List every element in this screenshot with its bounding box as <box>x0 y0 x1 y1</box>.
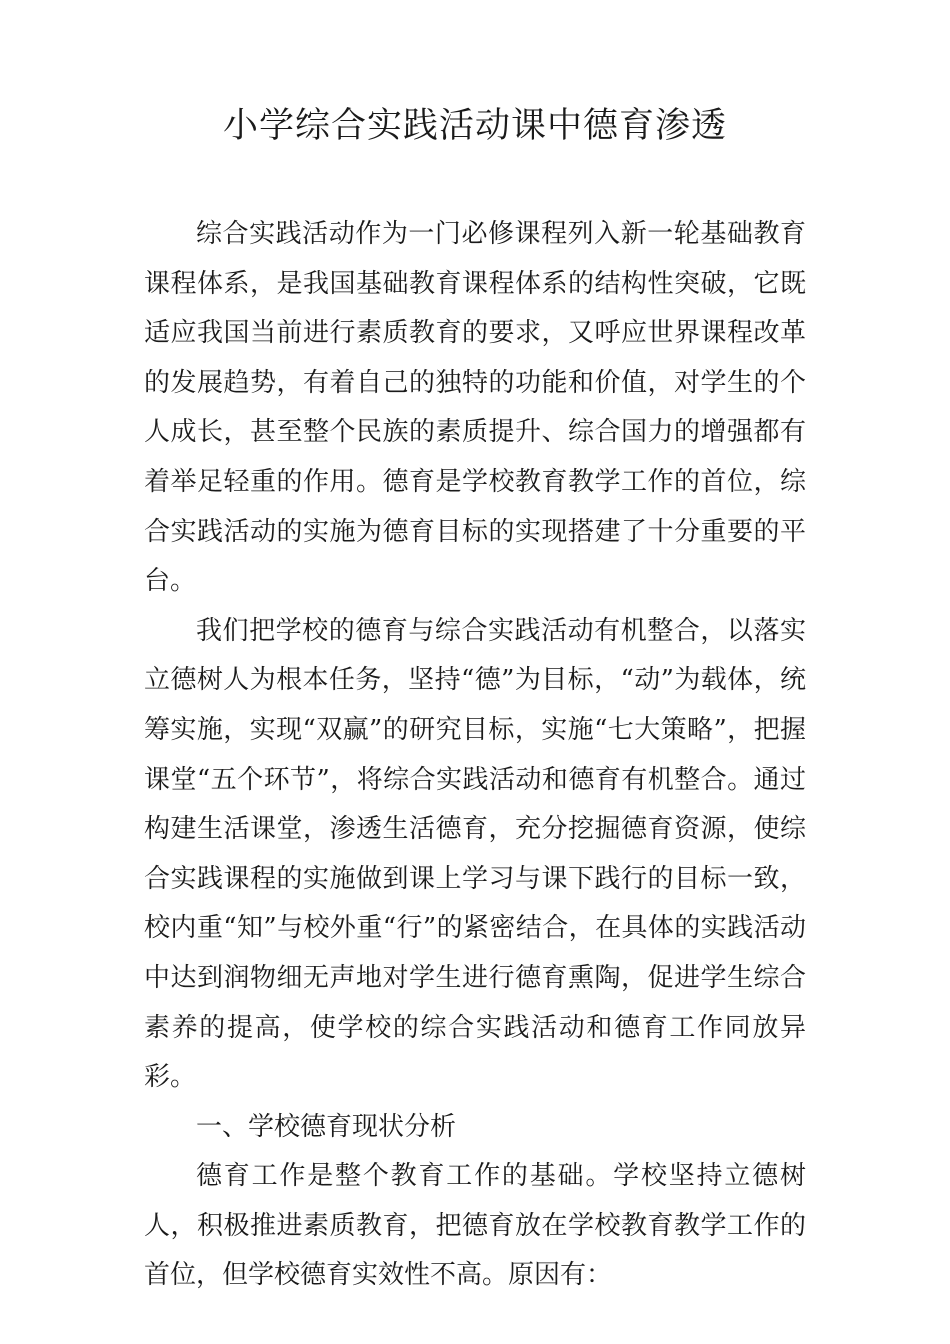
paragraph-integration: 我们把学校的德育与综合实践活动有机整合，以落实立德树人为根本任务，坚持“德”为目标，“动”为载体，统筹实施，实现“双赢”的研究目标，实施“七大策略”，把握课堂“五个环节”，将综合实践活动和德育有机整合。通过构建生活课堂，渗透生活德育，充分挖掘德育资源，使综合实践课程的实施做到课上学习与课下践行的目标一致，校内重“知”与校外重“行”的紧密结合，在具体的实践活动中达到润物细无声地对学生进行德育熏陶，促进学生综合素养的提高，使学校的综合实践活动和德育工作同放异彩。 <box>144 615 806 1093</box>
paragraph-intro: 综合实践活动作为一门必修课程列入新一轮基础教育课程体系，是我国基础教育课程体系的结构性突破，它既适应我国当前进行素质教育的要求，又呼应世界课程改革的发展趋势，有着自己的独特的功能和价值，对学生的个人成长，甚至整个民族的素质提升、综合国力的增强都有着举足轻重的作用。德育是学校教育教学工作的首位，综合实践活动的实施为德育目标的实现搭建了十分重要的平台。 <box>144 219 806 597</box>
document-body <box>144 210 806 1301</box>
section-heading: 一、学校德育现状分析 <box>196 1111 457 1142</box>
document-title: 小学综合实践活动课中德育渗透 <box>222 106 727 146</box>
paragraph-analysis: 德育工作是整个教育工作的基础。学校坚持立德树人，积极推进素质教育，把德育放在学校教育教学工作的首位，但学校德育实效性不高。原因有： <box>144 1161 806 1291</box>
